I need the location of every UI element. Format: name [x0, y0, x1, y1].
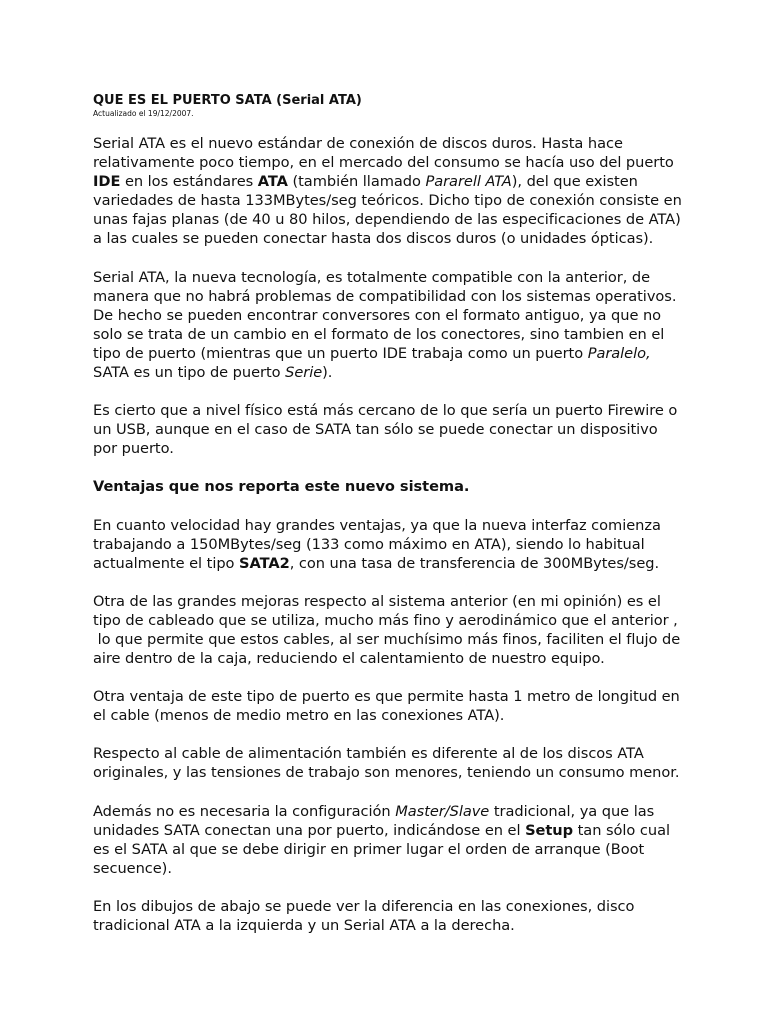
text-line: Es cierto que a nivel físico está más cercano de lo que sería un puerto Firewire o [93, 402, 678, 420]
text-line: Respecto al cable de alimentación también es diferente al de los discos ATA [93, 745, 644, 763]
text-line: es el SATA al que se debe dirigir en primer lugar el orden de arranque (Boot [93, 840, 645, 858]
paragraph-intro [93, 134, 753, 249]
text-line: secuence). [93, 859, 172, 877]
sata2-term: SATA2 [239, 554, 290, 572]
updated-date: Actualizado el 19/12/2007. [93, 109, 194, 118]
text-line: En cuanto velocidad hay grandes ventajas, ya que la nueva interfaz comienza [93, 516, 661, 534]
section-heading: Ventajas que nos reporta este nuevo sistema. [93, 478, 470, 496]
text-line: trabajando a 150MBytes/seg (133 como máximo en ATA), siendo lo habitual [93, 535, 645, 553]
text-line: un USB, aunque en el caso de SATA tan sólo se puede conectar un dispositivo [93, 421, 658, 439]
text-line [93, 802, 753, 821]
text-line [93, 172, 753, 191]
text-line: Serial ATA es el nuevo estándar de conexión de discos duros. Hasta hace [93, 135, 623, 152]
text-line: manera que no habrá problemas de compatibilidad con los sistemas operativos. [93, 287, 677, 305]
setup-term: Setup [525, 821, 574, 839]
text-line: tipo de cableado que se utiliza, mucho más fino y aerodinámico que el anterior , [93, 611, 678, 629]
text-line: De hecho se pueden encontrar conversores con el formato antiguo, ya que no [93, 306, 662, 324]
document-page [93, 92, 753, 935]
paragraph-cable-length [93, 687, 753, 725]
text-line: unas fajas planas (de 40 u 80 hilos, dependiendo de las especificaciones de ATA) [93, 211, 681, 229]
text-line: variedades de hasta 133MBytes/seg teóricos. Dicho tipo de conexión consiste en [93, 192, 682, 210]
paragraph-master-slave [93, 802, 753, 878]
text-line [93, 363, 753, 382]
text-run: tipo de puerto (mientras que un puerto IDE trabaja como un puerto [93, 344, 588, 362]
text-line: por puerto. [93, 440, 174, 458]
pararell-ata-term: Pararell ATA [425, 173, 512, 191]
paragraph-compatibility [93, 268, 753, 383]
paragraph-cabling [93, 592, 753, 668]
text-line: Serial ATA, la nueva tecnología, es totalmente compatible con la anterior, de [93, 268, 651, 286]
text-run: ), del que existen [511, 173, 638, 191]
document-title: QUE ES EL PUERTO SATA (Serial ATA) [93, 93, 362, 108]
text-line: En los dibujos de abajo se puede ver la diferencia en las conexiones, disco [93, 897, 635, 915]
paragraph-speed [93, 516, 753, 573]
text-line: relativamente poco tiempo, en el mercado del consumo se hacía uso del puerto [93, 154, 674, 172]
text-line: tradicional ATA a la izquierda y un Serial ATA a la derecha. [93, 917, 515, 934]
text-line: originales, y las tensiones de trabajo son menores, teniendo un consumo menor. [93, 764, 680, 782]
text-line: aire dentro de la caja, reduciendo el calentamiento de nuestro equipo. [93, 650, 605, 668]
text-line: a las cuales se pueden conectar hasta dos discos duros (o unidades ópticas). [93, 230, 654, 248]
text-line: lo que permite que estos cables, al ser muchísimo más finos, faciliten el flujo de [93, 630, 681, 648]
paragraph-drawings [93, 897, 753, 935]
paragraph-power-cable [93, 744, 753, 782]
serie-term: Serie [285, 364, 323, 382]
text-line [93, 821, 753, 840]
text-line: el cable (menos de medio metro en las conexiones ATA). [93, 707, 505, 725]
text-run: unidades SATA conectan una por puerto, indicándose en el [93, 821, 526, 839]
text-line: solo se trata de un cambio en el formato de los conectores, sino tambien en el [93, 325, 665, 343]
text-run: en los estándares [120, 173, 258, 191]
paralelo-term: Paralelo, [587, 344, 651, 362]
text-run: actualmente el tipo [93, 554, 239, 572]
master-slave-term: Master/Slave [395, 802, 490, 820]
text-run: tradicional, ya que las [489, 802, 655, 820]
text-run: ). [322, 364, 333, 382]
text-run: (también llamado [287, 173, 426, 191]
text-line [93, 554, 753, 573]
text-run: SATA es un tipo de puerto [93, 364, 286, 382]
text-run: tan sólo cual [573, 821, 670, 839]
paragraph-physical [93, 401, 753, 458]
text-line: Otra de las grandes mejoras respecto al sistema anterior (en mi opinión) es el [93, 592, 661, 610]
text-line: Otra ventaja de este tipo de puerto es que permite hasta 1 metro de longitud en [93, 688, 680, 706]
ata-term: ATA [257, 173, 288, 191]
text-run: , con una tasa de transferencia de 300MBytes/seg. [289, 554, 660, 572]
text-run: Además no es necesaria la configuración [93, 802, 396, 820]
text-line [93, 344, 753, 363]
document-body [93, 134, 753, 935]
ide-term: IDE [93, 173, 121, 191]
